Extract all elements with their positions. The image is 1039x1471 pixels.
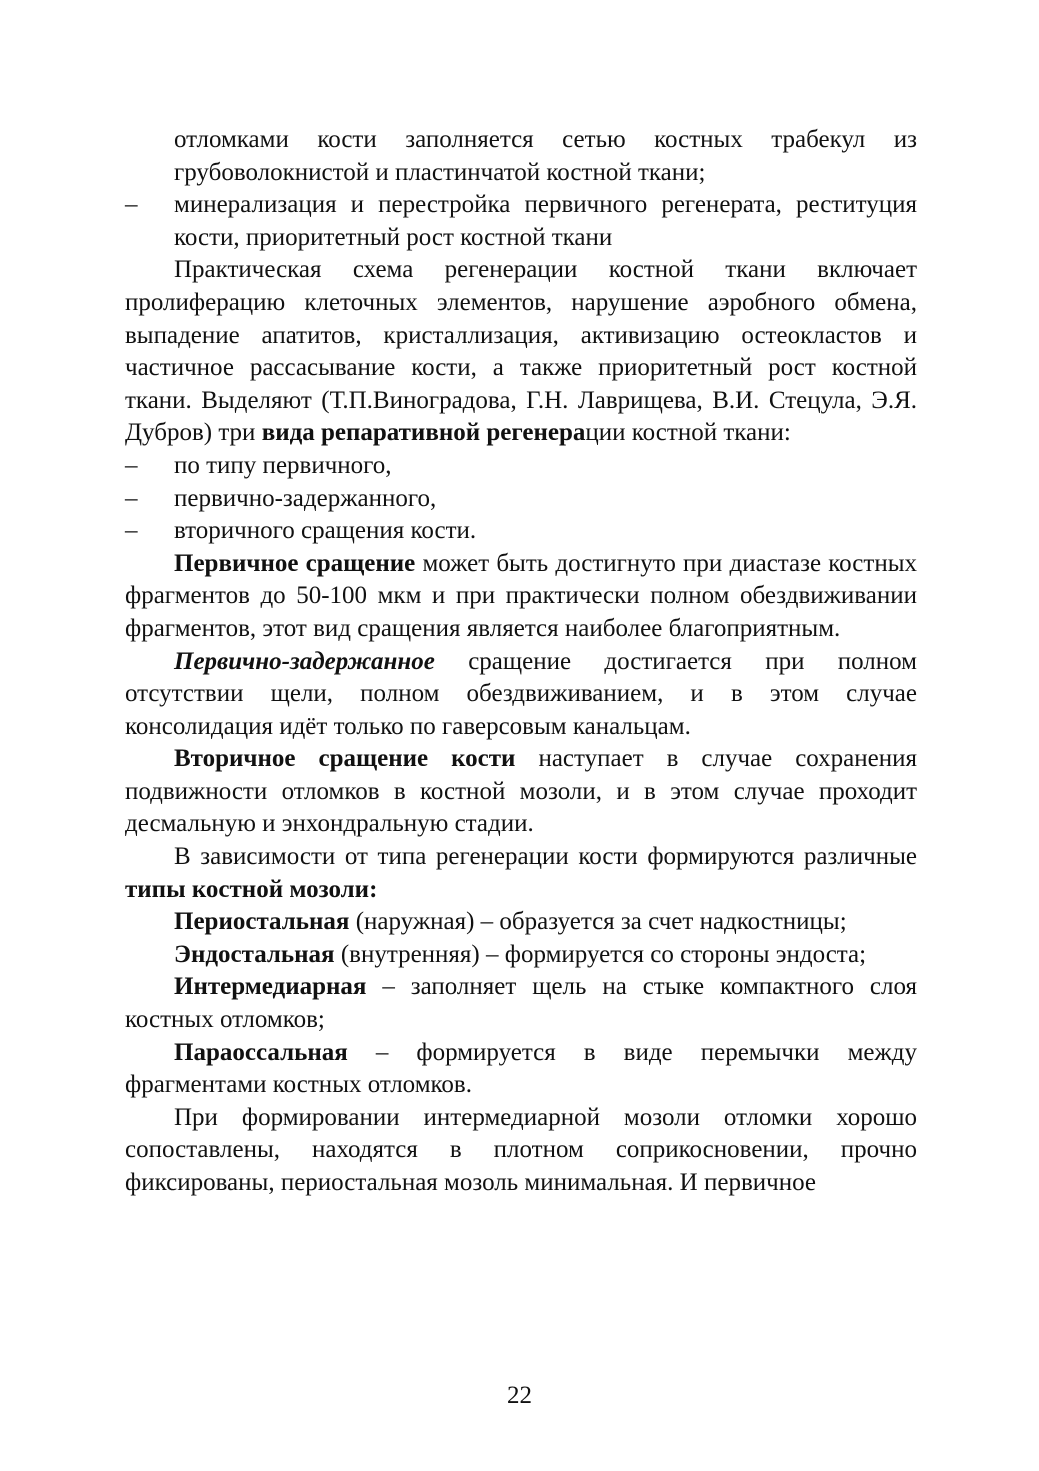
bold-italic-term: Первично-задержанное	[174, 647, 435, 675]
continued-list-item: отломками кости заполняется сетью костных трабекул из грубоволокнистой и пластинчатой костной ткани;	[174, 126, 917, 186]
paragraph-text-tail: ции костной ткани:	[585, 419, 791, 447]
bold-term: Вторичное сращение кости	[174, 745, 516, 773]
paragraph-regeneration-scheme	[125, 254, 917, 450]
list-dash: –	[125, 484, 138, 512]
bold-term: Первичное сращение	[174, 549, 416, 577]
paragraph-text: наступает в случае сохранения подвижности отломков в костной мозоли, и в этом случае проходит десмальную и энхондральную стадии.	[125, 745, 918, 838]
bold-term: Эндостальная	[174, 940, 335, 968]
paragraph-endosteal	[125, 939, 917, 972]
paragraph-text: может быть достигнуто при диастазе костных фрагментов до 50-100 мкм и при практически полном обездвиживании фрагментов, этот вид сращения является наиболее благоприятным.	[125, 549, 917, 642]
bold-term: вида репаративной регенера	[261, 419, 586, 447]
list-item	[125, 483, 917, 516]
bold-term: Периостальная	[174, 908, 350, 936]
list-dash: –	[125, 451, 138, 479]
list-item-text: вторичного сращения кости.	[174, 517, 477, 545]
paragraph-text: – заполняет щель на стыке компактного слоя костных отломков;	[125, 973, 917, 1034]
list-item	[125, 450, 917, 483]
paragraph-text: Практическая схема регенерации костной ткани включает пролиферацию клеточных элементов, нарушение аэробного обмена, выпадение апатитов, кристаллизация, активизацию остеокластов и частичное рассасывание кости, а также приоритетный рост костной ткани. Выделяют (Т.П.Виноградова, Г.Н. Лаврищева, В.И. Стецула, Э.Я. Дубров) три	[125, 256, 917, 447]
paragraph-intermediate-callus-formation: При формировании интермедиарной мозоли отломки хорошо сопоставлены, находятся в плотном соприкосновении, прочно фиксированы, периостальная мозоль минимальная. И первичное	[125, 1103, 917, 1196]
paragraph-secondary-fusion	[125, 743, 917, 841]
paragraph-primary-fusion	[125, 548, 917, 646]
paragraph-text: В зависимости от типа регенерации кости формируются различные	[174, 843, 917, 871]
paragraph-text: (внутренняя) – формируется со стороны эндоста;	[334, 940, 867, 968]
list-item-text: минерализация и перестройка первичного регенерата, реституция кости, приоритетный рост костной ткани	[174, 191, 917, 251]
list-item	[125, 189, 917, 254]
page-number: 22	[507, 1382, 532, 1409]
paragraph-delayed-fusion	[125, 646, 917, 744]
list-item-text: первично-задержанного,	[174, 484, 437, 512]
list-dash: –	[125, 191, 138, 219]
bold-term: Интермедиарная	[174, 973, 367, 1001]
paragraph-text: (наружная) – образуется за счет надкостницы;	[349, 908, 847, 936]
bold-term: Параоссальная	[174, 1038, 348, 1066]
list-item-text: по типу первичного,	[174, 451, 392, 479]
paragraph-text: сращение достигается при полном отсутствии щели, полном обездвиживанием, и в этом случае консолидация идёт только по гаверсовым канальцам.	[125, 647, 917, 740]
list-item	[125, 515, 917, 548]
list-dash: –	[125, 517, 138, 545]
bold-term: типы костной мозоли:	[125, 875, 378, 903]
paragraph-callus-types	[125, 841, 917, 906]
paragraph-periosteal	[125, 906, 917, 939]
body-text	[125, 124, 917, 1200]
paragraph-intermediate	[125, 971, 917, 1036]
paragraph-text: – формируется в виде перемычки между фрагментами костных отломков.	[125, 1038, 917, 1099]
paragraph-paraosseous	[125, 1037, 917, 1102]
